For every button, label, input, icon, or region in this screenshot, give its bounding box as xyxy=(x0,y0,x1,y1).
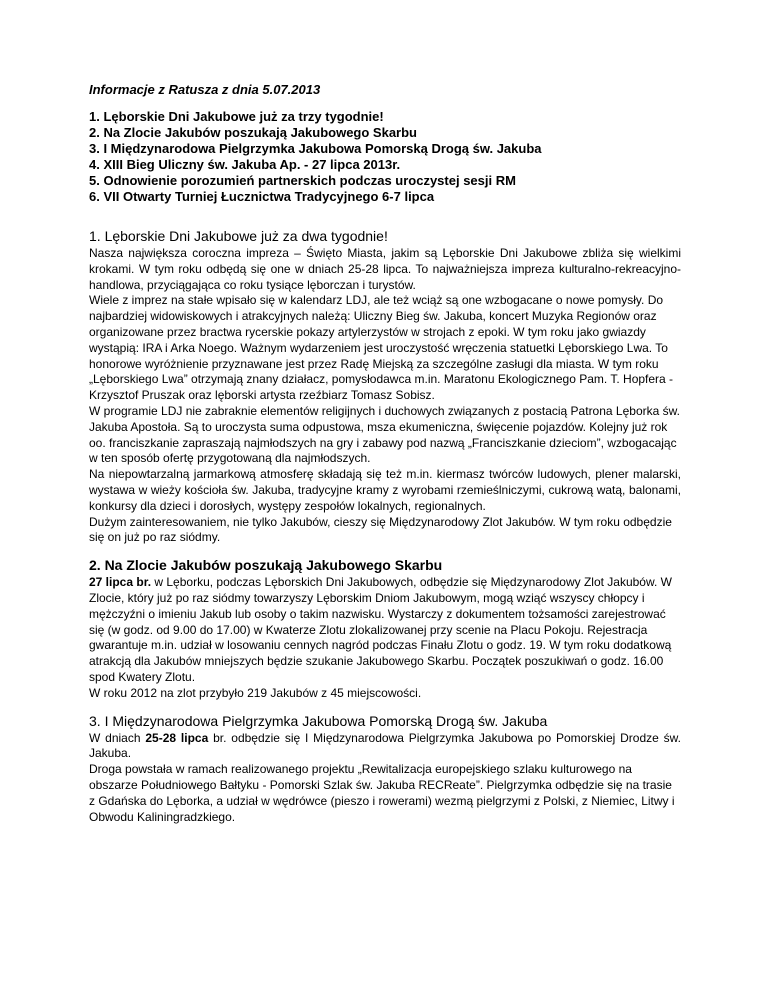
toc-item: 1. Lęborskie Dni Jakubowe już za trzy tygodnie! xyxy=(89,109,384,124)
section-2-paragraph: W roku 2012 na zlot przybyło 219 Jakubów z 45 miejscowości. xyxy=(89,685,422,700)
section-1-paragraph: Dużym zainteresowaniem, nie tylko Jakubów, cieszy się Międzynarodowy Zlot Jakubów. W tym roku odbędzie się on już po raz siódmy. xyxy=(89,514,672,545)
section-3-heading: 3. I Międzynarodowa Pielgrzymka Jakubowa Pomorską Drogą św. Jakuba xyxy=(89,712,548,729)
section-1-paragraph: Na niepowtarzalną jarmarkową atmosferę składają się też m.in. kiermasz twórców ludowych, plener malarski, wystawa w wieży kościoła św. Jakuba, tradycyjne kramy z wyrobami rzemieślniczymi, cukrową watą, balonami, konkursy dla dzieci i dorosłych, występy zespołów lokalnych, regionalnych. xyxy=(89,467,681,513)
section-3-paragraph xyxy=(89,731,681,763)
section-1-paragraph: Nasza największa coroczna impreza – Święto Miasta, jakim są Lęborskie Dni Jakubowe zbliża się wielkimi krokami. W tym roku odbędą się one w dniach 25-28 lipca. To najważniejsza impreza kulturalno-rekreacyjno-handlowa, przyciągająca co roku tysiące lęborczan i turystów. xyxy=(89,246,681,292)
section-1-paragraph: Wiele z imprez na stałe wpisało się w kalendarz LDJ, ale też wciąż są one wzbogacane o nowe pomysły. Do najbardziej widowiskowych i atrakcyjnych należą: Uliczny Bieg św. Jakuba, koncert Muzyka Regionów oraz organizowane przez bractwa rycerskie pokazy artylerzystów w strojach z epoki. W tym roku jako gwiazdy wystąpią: IRA i Arka Noego. Ważnym wydarzeniem jest uroczystość wręczenia statuetki Lęborskiego Lwa. To honorowe wyróżnienie przyznawane jest przez Radę Miejską za szczególne zasługi dla miasta. W tym roku „Lęborskiego Lwa” otrzymają znany działacz, pomysłodawca m.in. Maratonu Ekologicznego Pam. T. Hopfera - Krzysztof Pruszak oraz lęborski artysta rzeźbiarz Tomasz Sobisz. xyxy=(89,293,674,403)
event-date: 25-28 lipca xyxy=(145,730,209,745)
section-3-paragraph: Droga powstała w ramach realizowanego projektu „Rewitalizacja europejskiego szlaku kulturowego na obszarze Południowego Bałtyku - Pomorski Szlak św. Jakuba RECReate”. Pielgrzymka odbędzie się na trasie z Gdańska do Lęborka, a udział w wędrówce (pieszo i rowerami) wezmą pielgrzymi z Polski, z Niemiec, Litwy i Obwodu Kaliningradzkiego. xyxy=(89,762,675,824)
section-2-text: w Lęborku, podczas Lęborskich Dni Jakubowych, odbędzie się Międzynarodowy Zlot Jakubów. W Zlocie, który już po raz siódmy towarzyszy Lęborskim Dniom Jakubowym, mogą wziąć wszyscy chłopcy i mężczyźni o imieniu Jakub lub osoby o takim nazwisku. Wystarczy z dokumentem tożsamości zarejestrować się (w godz. od 9.00 do 17.00) w Kwaterze Zlotu zlokalizowanej przy scenie na Placu Pokoju. Rejestracja gwarantuje m.in. udział w losowaniu cennych nagród podczas Finału Zlotu o godz. 19. W tym roku dodatkową atrakcją dla Jakubów mniejszych będzie szukanie Jakubowego Skarbu. Początek poszukiwań o godz. 16.00 spod Kwatery Zlotu. xyxy=(89,575,672,684)
section-1-paragraph: W programie LDJ nie zabraknie elementów religijnych i duchowych związanych z postacią Patrona Lęborka św. Jakuba Apostoła. Są to uroczysta suma odpustowa, msza ekumeniczna, święcenie pojazdów. Kolejny już rok oo. franciszkanie zapraszają najmłodszych na gry i zabawy pod nazwą „Franciszkanie dzieciom”, wzbogacając w ten sposób ofertę przygotowaną dla najmłodszych. xyxy=(89,403,680,466)
section-1-heading: 1. Lęborskie Dni Jakubowe już za dwa tygodnie! xyxy=(89,228,388,244)
table-of-contents xyxy=(89,109,681,205)
document-page xyxy=(89,82,681,836)
section-2 xyxy=(89,557,681,701)
event-date: 27 lipca br. xyxy=(89,575,152,590)
section-1 xyxy=(89,228,681,546)
section-2-heading: 2. Na Zlocie Jakubów poszukają Jakubowego Skarbu xyxy=(89,557,443,574)
toc-item: 3. I Międzynarodowa Pielgrzymka Jakubowa Pomorską Drogą św. Jakuba xyxy=(89,141,542,156)
section-3-text: W dniach xyxy=(89,730,146,745)
section-3 xyxy=(89,713,681,826)
section-3-text: br. odbędzie się I Międzynarodowa Pielgrzymka Jakubowa po Pomorskiej Drodze św. Jakuba. xyxy=(89,730,682,761)
section-2-paragraph xyxy=(89,575,681,686)
toc-item: 4. XIII Bieg Uliczny św. Jakuba Ap. - 27 lipca 2013r. xyxy=(89,157,401,172)
toc-item: 5. Odnowienie porozumień partnerskich podczas uroczystej sesji RM xyxy=(89,173,516,188)
document-title: Informacje z Ratusza z dnia 5.07.2013 xyxy=(89,82,321,97)
toc-item: 6. VII Otwarty Turniej Łucznictwa Tradycyjnego 6-7 lipca xyxy=(89,189,435,204)
toc-item: 2. Na Zlocie Jakubów poszukają Jakubowego Skarbu xyxy=(89,125,417,140)
